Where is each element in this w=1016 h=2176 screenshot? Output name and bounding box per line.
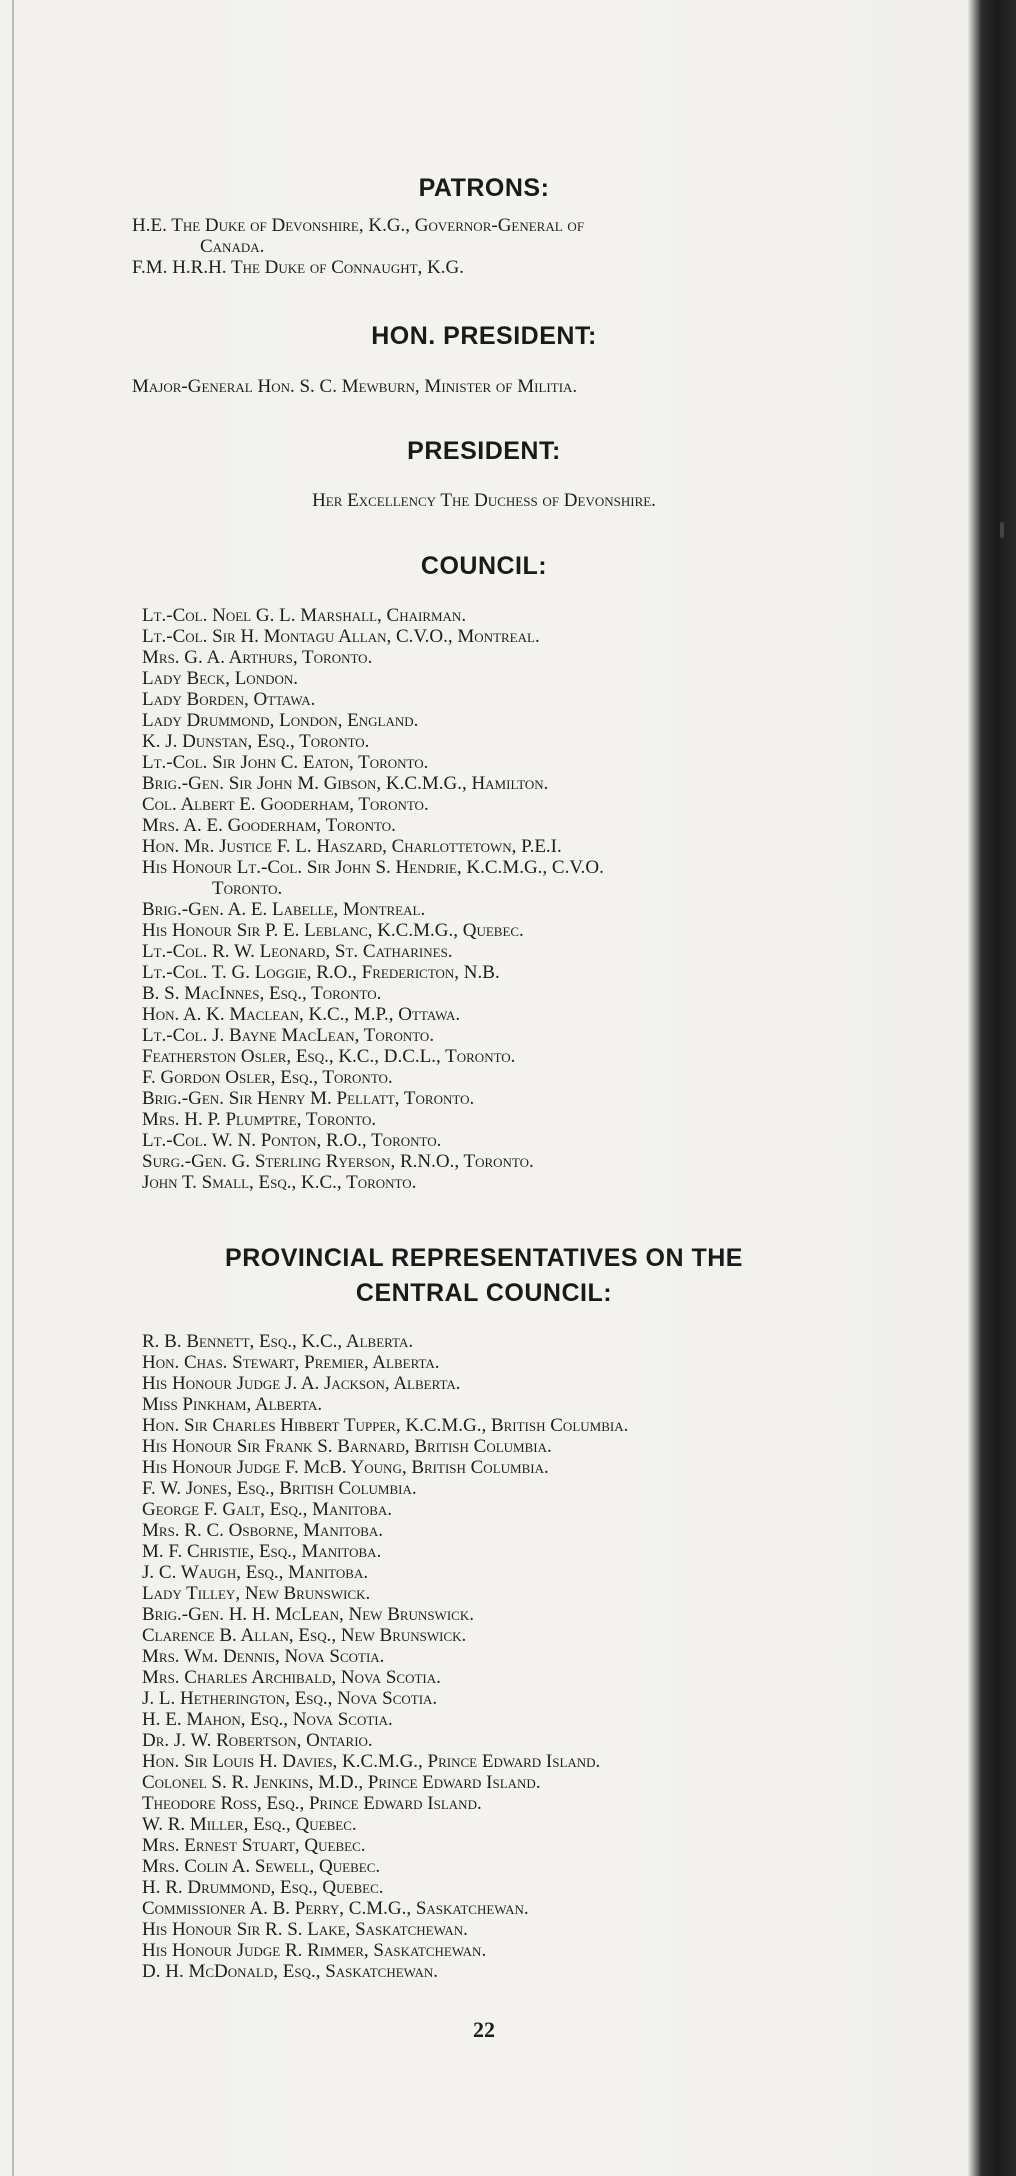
list-item: Miss Pinkham, Alberta. <box>142 1394 323 1415</box>
list-item: Lady Borden, Ottawa. <box>142 689 316 710</box>
list-item: His Honour Sir Frank S. Barnard, British Columbia. <box>142 1436 552 1457</box>
list-item: Colonel S. R. Jenkins, M.D., Prince Edward Island. <box>142 1772 541 1793</box>
patron-line: F.M. H.R.H. The Duke of Connaught, K.G. <box>132 257 464 278</box>
list-item: Lt.-Col. Sir John C. Eaton, Toronto. <box>142 752 429 773</box>
list-item: Hon. Sir Charles Hibbert Tupper, K.C.M.G., British Columbia. <box>142 1415 629 1436</box>
list-item: Lt.-Col. W. N. Ponton, R.O., Toronto. <box>142 1130 442 1151</box>
list-item: Mrs. A. E. Gooderham, Toronto. <box>142 815 396 836</box>
list-item: Mrs. Charles Archibald, Nova Scotia. <box>142 1667 441 1688</box>
list-item: H. E. Mahon, Esq., Nova Scotia. <box>142 1709 393 1730</box>
list-item: Lt.-Col. T. G. Loggie, R.O., Fredericton, N.B. <box>142 962 500 983</box>
list-item: Mrs. Wm. Dennis, Nova Scotia. <box>142 1646 385 1667</box>
list-item: His Honour Sir R. S. Lake, Saskatchewan. <box>142 1919 468 1940</box>
list-item: J. L. Hetherington, Esq., Nova Scotia. <box>142 1688 438 1709</box>
list-item: H. R. Drummond, Esq., Quebec. <box>142 1877 384 1898</box>
patrons-heading: PATRONS: <box>418 174 550 202</box>
hon-president-line: Major-General Hon. S. C. Mewburn, Minister of Militia. <box>132 376 578 397</box>
list-item: W. R. Miller, Esq., Quebec. <box>142 1814 357 1835</box>
provincial-heading-line1: PROVINCIAL REPRESENTATIVES ON THE <box>225 1244 743 1272</box>
list-item: Hon. A. K. Maclean, K.C., M.P., Ottawa. <box>142 1004 461 1025</box>
patron-line: Canada. <box>200 236 265 257</box>
list-item: His Honour Sir P. E. Leblanc, K.C.M.G., Quebec. <box>142 920 524 941</box>
list-item: D. H. McDonald, Esq., Saskatchewan. <box>142 1961 439 1982</box>
list-item: Hon. Chas. Stewart, Premier, Alberta. <box>142 1352 440 1373</box>
list-item: Lt.-Col. R. W. Leonard, St. Catharines. <box>142 941 453 962</box>
list-item: Mrs. Ernest Stuart, Quebec. <box>142 1835 366 1856</box>
list-item: George F. Galt, Esq., Manitoba. <box>142 1499 393 1520</box>
list-item: Mrs. G. A. Arthurs, Toronto. <box>142 647 373 668</box>
list-item: Commissioner A. B. Perry, C.M.G., Saskatchewan. <box>142 1898 529 1919</box>
council-heading: COUNCIL: <box>420 552 548 580</box>
list-item: Surg.-Gen. G. Sterling Ryerson, R.N.O., Toronto. <box>142 1151 534 1172</box>
council-list <box>142 605 604 1193</box>
list-item: Mrs. Colin A. Sewell, Quebec. <box>142 1856 381 1877</box>
list-item: Hon. Sir Louis H. Davies, K.C.M.G., Prince Edward Island. <box>142 1751 601 1772</box>
list-item: His Honour Judge J. A. Jackson, Alberta. <box>142 1373 461 1394</box>
patron-line: H.E. The Duke of Devonshire, K.G., Governor-General of <box>132 215 585 236</box>
binding-edge <box>968 0 1016 2176</box>
list-item: Hon. Mr. Justice F. L. Haszard, Charlottetown, P.E.I. <box>142 836 562 857</box>
list-item: Brig.-Gen. Sir Henry M. Pellatt, Toronto. <box>142 1088 475 1109</box>
list-item: K. J. Dunstan, Esq., Toronto. <box>142 731 370 752</box>
margin-mark <box>1000 522 1004 538</box>
list-item: Brig.-Gen. A. E. Labelle, Montreal. <box>142 899 426 920</box>
list-item: Featherston Osler, Esq., K.C., D.C.L., Toronto. <box>142 1046 516 1067</box>
list-item: Dr. J. W. Robertson, Ontario. <box>142 1730 373 1751</box>
list-item: J. C. Waugh, Esq., Manitoba. <box>142 1562 369 1583</box>
list-item: Mrs. H. P. Plumptre, Toronto. <box>142 1109 377 1130</box>
list-item: Lt.-Col. Noel G. L. Marshall, Chairman. <box>142 605 467 626</box>
page-number: 22 <box>473 2017 495 2042</box>
list-item: B. S. MacInnes, Esq., Toronto. <box>142 983 382 1004</box>
list-item: Toronto. <box>212 878 283 899</box>
list-item: Lt.-Col. J. Bayne MacLean, Toronto. <box>142 1025 435 1046</box>
list-item: Clarence B. Allan, Esq., New Brunswick. <box>142 1625 467 1646</box>
hon-president-heading: HON. PRESIDENT: <box>371 322 597 350</box>
list-item: Brig.-Gen. Sir John M. Gibson, K.C.M.G., Hamilton. <box>142 773 549 794</box>
list-item: Col. Albert E. Gooderham, Toronto. <box>142 794 429 815</box>
president-line: Her Excellency The Duchess of Devonshire. <box>312 490 656 511</box>
list-item: John T. Small, Esq., K.C., Toronto. <box>142 1172 417 1193</box>
list-item: Lady Tilley, New Brunswick. <box>142 1583 371 1604</box>
list-item: M. F. Christie, Esq., Manitoba. <box>142 1541 382 1562</box>
list-item: Lady Beck, London. <box>142 668 298 689</box>
list-item: His Honour Judge R. Rimmer, Saskatchewan. <box>142 1940 487 1961</box>
list-item: Mrs. R. C. Osborne, Manitoba. <box>142 1520 384 1541</box>
list-item: Lady Drummond, London, England. <box>142 710 419 731</box>
president-heading: PRESIDENT: <box>407 437 561 465</box>
list-item: Brig.-Gen. H. H. McLean, New Brunswick. <box>142 1604 474 1625</box>
provincial-list <box>142 1331 628 1982</box>
list-item: F. W. Jones, Esq., British Columbia. <box>142 1478 417 1499</box>
list-item: His Honour Lt.-Col. Sir John S. Hendrie, K.C.M.G., C.V.O. <box>142 857 604 878</box>
list-item: R. B. Bennett, Esq., K.C., Alberta. <box>142 1331 414 1352</box>
list-item: His Honour Judge F. McB. Young, British Columbia. <box>142 1457 549 1478</box>
list-item: Lt.-Col. Sir H. Montagu Allan, C.V.O., Montreal. <box>142 626 540 647</box>
list-item: F. Gordon Osler, Esq., Toronto. <box>142 1067 393 1088</box>
provincial-heading-line2: CENTRAL COUNCIL: <box>355 1279 613 1307</box>
list-item: Theodore Ross, Esq., Prince Edward Island. <box>142 1793 482 1814</box>
